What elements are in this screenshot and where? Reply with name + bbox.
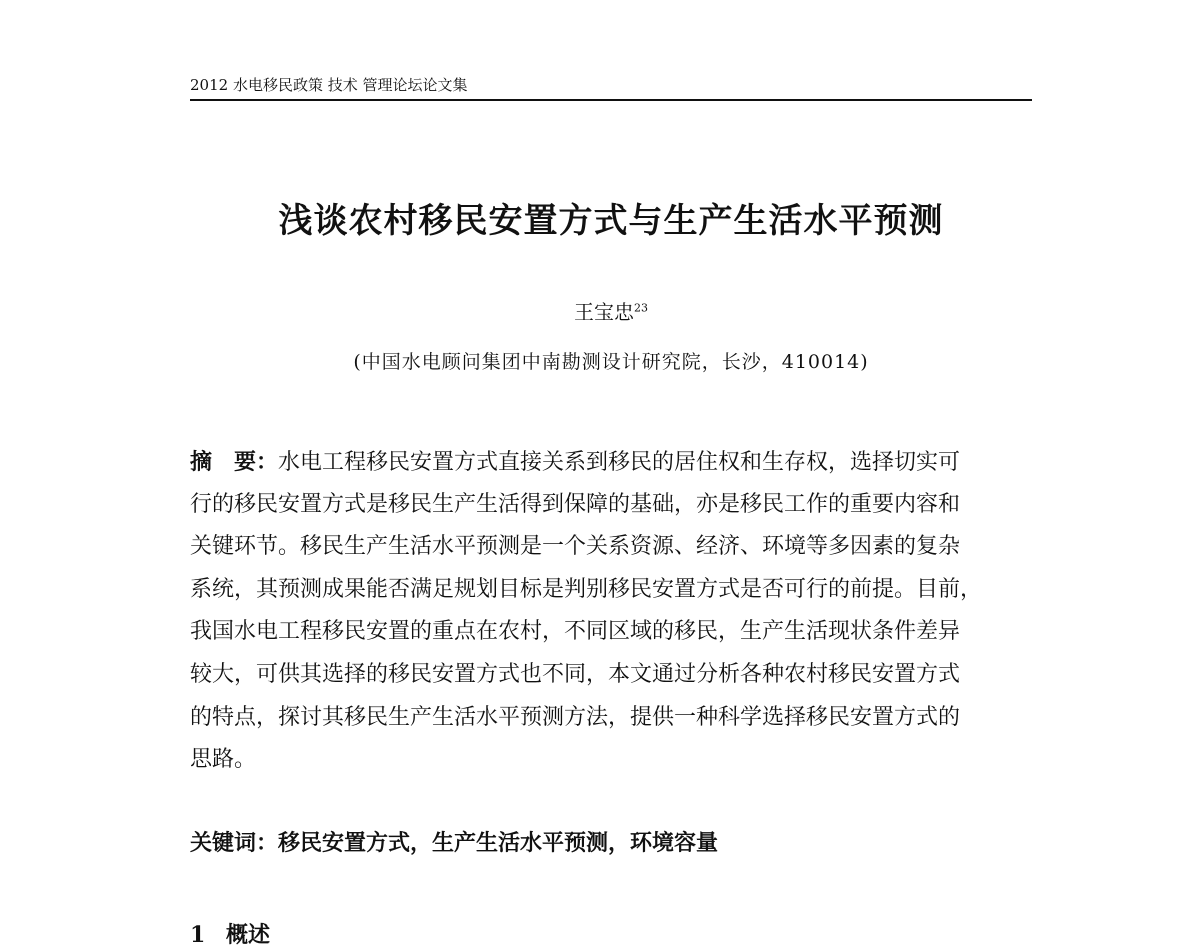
abstract-line: 关键环节。移民生产生活水平预测是一个关系资源、经济、环境等多因素的复杂 (190, 534, 961, 560)
author (190, 296, 1032, 325)
keywords-label: 关键词： (190, 830, 279, 856)
abstract-line: 系统，其预测成果能否满足规划目标是判别移民安置方式是否可行的前提。目前， (190, 576, 983, 602)
abstract-line (190, 441, 1032, 484)
abstract-text: 水电工程移民安置方式直接关系到移民的居住权和生存权，选择切实可 (278, 450, 961, 475)
section-heading (190, 918, 270, 949)
abstract-line: 我国水电工程移民安置的重点在农村，不同区域的移民，生产生活现状条件差异 (190, 619, 961, 645)
abstract-label: 摘 要： (190, 449, 279, 475)
abstract-line: 行的移民安置方式是移民生产生活得到保障的基础，亦是移民工作的重要内容和 (190, 491, 961, 517)
affiliation: (中国水电顾问集团中南勘测设计研究院，长沙，410014) (353, 351, 869, 373)
abstract-line: 的特点，探讨其移民生产生活水平预测方法，提供一种科学选择移民安置方式的 (190, 704, 961, 730)
keywords (190, 826, 1032, 857)
section-number: 1 (190, 922, 206, 948)
header-rule (190, 99, 1032, 101)
abstract-line: 较大，可供其选择的移民安置方式也不同，本文通过分析各种农村移民安置方式 (190, 661, 961, 687)
author-name: 王宝忠 (574, 300, 634, 324)
keywords-text: 移民安置方式，生产生活水平预测，环境容量 (278, 830, 719, 856)
author-footnote-mark: 23 (634, 301, 648, 315)
running-header: 2012 水电移民政策 技术 管理论坛论文集 (190, 76, 468, 94)
abstract-line: 思路。 (190, 747, 257, 773)
abstract (190, 441, 1032, 782)
paper-title: 浅谈农村移民安置方式与生产生活水平预测 (278, 201, 944, 241)
section-title: 概述 (226, 922, 271, 948)
